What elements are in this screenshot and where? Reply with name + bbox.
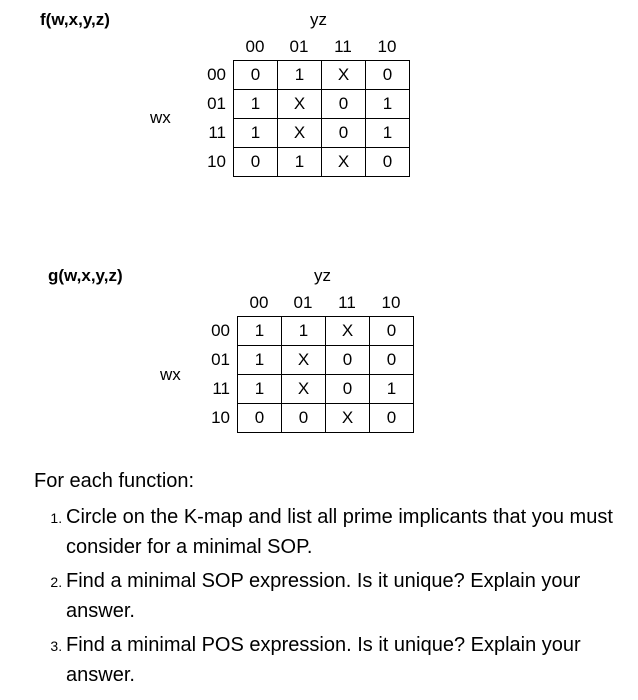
kmap-row	[238, 404, 414, 433]
kmap-cell: 1	[366, 90, 410, 119]
kmap-cell: 0	[326, 375, 370, 404]
row-label: 01	[207, 94, 226, 113]
instructions	[34, 466, 624, 694]
column-label: 11	[334, 37, 352, 56]
kmap-row	[234, 119, 410, 148]
kmap-row	[234, 90, 410, 119]
column-label: 00	[245, 37, 265, 56]
kmap-cell: 1	[238, 317, 282, 346]
kmap-cell: X	[282, 346, 326, 375]
kmap-cell: 1	[238, 346, 282, 375]
kmap-cell: 1	[234, 90, 278, 119]
row-labels	[194, 316, 230, 432]
kmap-cell: X	[322, 61, 366, 90]
row-label: 00	[207, 65, 226, 84]
column-label: 10	[381, 293, 401, 312]
kmap-row	[238, 346, 414, 375]
function-title-f: f(w,x,y,z)	[40, 10, 110, 29]
column-variable-label: yz	[310, 10, 327, 29]
kmap-cell: 0	[234, 148, 278, 177]
kmap-cell: 1	[238, 375, 282, 404]
kmap-cell: 1	[366, 119, 410, 148]
kmap-cell: 1	[278, 61, 322, 90]
kmap-cell: 1	[278, 148, 322, 177]
kmap-cell: 0	[238, 404, 282, 433]
kmap-cell: 1	[282, 317, 326, 346]
kmap-cell: 1	[370, 375, 414, 404]
row-label: 01	[211, 350, 230, 369]
kmap-row	[234, 61, 410, 90]
row-label: 10	[207, 152, 226, 171]
row-label: 11	[208, 123, 226, 142]
kmap-cell: X	[278, 119, 322, 148]
kmap-g-section	[0, 258, 638, 498]
kmap-cell: 0	[370, 346, 414, 375]
instructions-intro: For each function:	[34, 470, 195, 492]
column-labels	[237, 293, 413, 313]
instruction-item: 2. Find a minimal SOP expression. Is it unique? Explain your answer.	[66, 566, 624, 626]
kmap-row	[234, 148, 410, 177]
kmap-cell: X	[282, 375, 326, 404]
function-title-g: g(w,x,y,z)	[48, 266, 123, 285]
kmap-cell: X	[326, 404, 370, 433]
instruction-item: 1. Circle on the K-map and list all prime implicants that you must consider for a minimal SOP.	[66, 502, 624, 562]
kmap-cell: 0	[322, 90, 366, 119]
kmap-cell: 0	[366, 148, 410, 177]
instructions-list	[34, 502, 624, 690]
kmap-cell: 0	[370, 404, 414, 433]
kmap-cell: 0	[322, 119, 366, 148]
column-variable-label: yz	[314, 266, 331, 285]
kmap-grid-g	[237, 316, 414, 433]
row-variable-label: wx	[150, 108, 171, 127]
kmap-f-section	[0, 0, 638, 240]
column-label: 01	[293, 293, 313, 312]
kmap-cell: X	[326, 317, 370, 346]
kmap-cell: X	[322, 148, 366, 177]
column-label: 11	[338, 293, 356, 312]
row-variable-label: wx	[160, 365, 181, 384]
kmap-cell: 0	[326, 346, 370, 375]
instruction-item: 3. Find a minimal POS expression. Is it unique? Explain your answer.	[66, 630, 624, 690]
kmap-row	[238, 317, 414, 346]
row-label: 00	[211, 321, 230, 340]
kmap-grid-f	[233, 60, 410, 177]
kmap-cell: 0	[366, 61, 410, 90]
kmap-cell: 0	[282, 404, 326, 433]
row-label: 11	[212, 379, 230, 398]
kmap-cell: X	[278, 90, 322, 119]
column-labels	[233, 37, 409, 57]
column-label: 10	[377, 37, 397, 56]
column-label: 00	[249, 293, 269, 312]
kmap-cell: 0	[370, 317, 414, 346]
row-labels	[190, 60, 226, 176]
kmap-cell: 1	[234, 119, 278, 148]
column-label: 01	[289, 37, 309, 56]
row-label: 10	[211, 408, 230, 427]
kmap-row	[238, 375, 414, 404]
kmap-cell: 0	[234, 61, 278, 90]
